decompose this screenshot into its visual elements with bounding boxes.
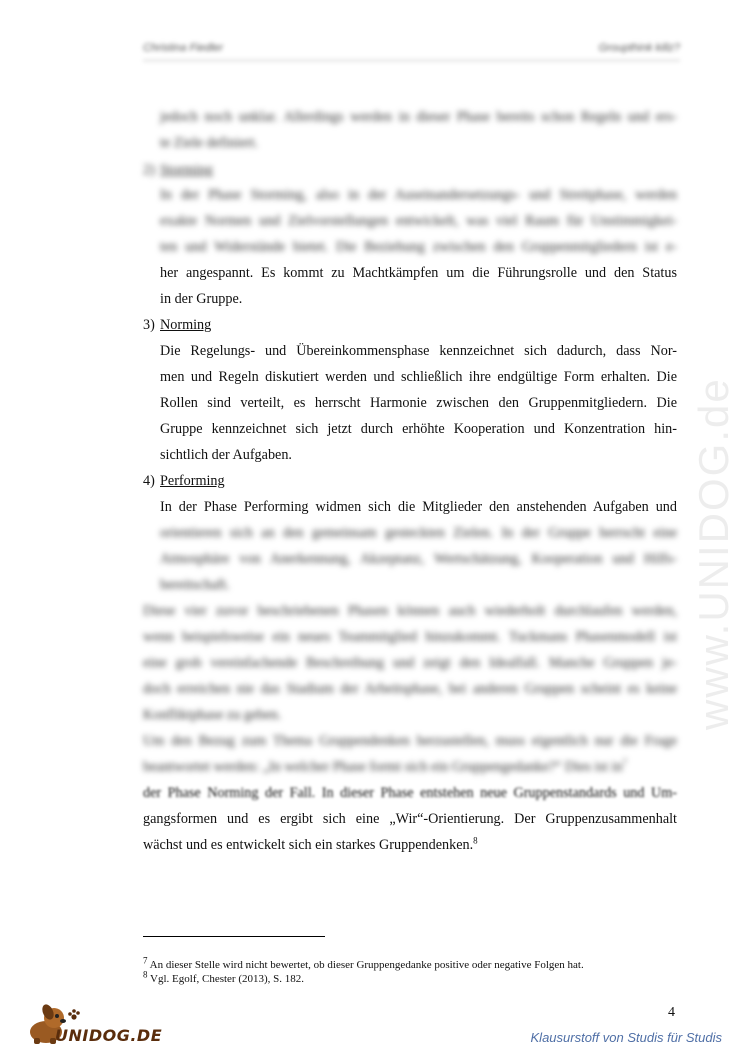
norming-line-1: Die Regelungs- und Übereinkommensphase kennzeichnet sich dadurch, dass Nor- [160, 343, 677, 359]
storming-blur-2: exakte Normen und Zielvorstellungen entwickelt, was viel Raum für Unstimmigkei- [160, 213, 677, 229]
storming-blur-3: ten und Widerstände bietet. Die Beziehung zwischen den Gruppenmitgliedern ist e- [160, 239, 677, 255]
norming-number: 3) [143, 317, 155, 333]
performing-number: 4) [143, 473, 155, 489]
footnote-7 [143, 955, 584, 972]
para2-line-1: Um den Bezug zum Thema Gruppendenken herzustellen, muss eigentlich nur die Frage [143, 733, 677, 749]
para1-line-1: Diese vier zuvor beschriebenen Phasen können auch wiederholt durchlaufen werden, [143, 603, 677, 619]
storming-blur-1: In der Phase Storming, also in der Auseinandersetzungs- und Streitphase, werden [160, 187, 677, 203]
page-header [143, 42, 680, 61]
partial-line: der Phase Norming der Fall. In dieser Phase entstehen neue Gruppenstandards und Um- [143, 785, 677, 801]
header-author: Christina Fiedler [143, 42, 224, 54]
closing-line-2-text: wächst und es entwickelt sich ein starkes Gruppendenken. [143, 837, 474, 853]
norming-title: Norming [160, 317, 212, 333]
performing-line-1: In der Phase Performing widmen sich die Mitglieder den anstehenden Aufgaben und [160, 499, 677, 515]
norming-line-2: men und Regeln diskutiert werden und schließlich ihre endgültige Form erhalten. Die [160, 369, 677, 385]
footnote-8 [143, 969, 305, 986]
closing-line-1: gangsformen und es ergibt sich eine „Wir“-Orientierung. Der Gruppenzusammenhalt [143, 811, 677, 827]
footnote-7-text: An dieser Stelle wird nicht bewertet, ob dieser Gruppengedanke positive oder negative Folgen hat. [147, 959, 584, 971]
footnote-ref-7: 7 [622, 757, 627, 768]
norming-line-3: Rollen sind verteilt, es herrscht Harmonie zwischen den Gruppenmitgliedern. Die [160, 395, 677, 411]
norming-line-5: sichtlich der Aufgaben. [160, 447, 292, 463]
closing-line-2 [143, 832, 677, 858]
footnote-divider [143, 936, 325, 937]
para1-line-5: Konfliktphase zu geben. [143, 707, 282, 723]
intro-line-1: jedoch noch unklar. Allerdings werden in dieser Phase bereits schon Regeln und ers- [160, 109, 677, 125]
storming-number: 2) [143, 162, 155, 178]
watermark: www.UNIDOG.de [690, 377, 737, 730]
para2-line-2-text: beantwortet werden: „In welcher Phase formt sich ein Gruppengedanke?“ Dies ist in [143, 759, 623, 775]
performing-blur-2: Atmosphäre von Anerkennung, Akzeptanz, Wertschätzung, Kooperation und Hilfs- [160, 551, 677, 567]
para1-line-4: doch erreichen nie das Stadium der Arbeitsphase, bei anderen Gruppen scheint es keine [143, 681, 677, 697]
norming-line-4: Gruppe kennzeichnet sich jetzt durch erhöhte Kooperation und Konzentration hin- [160, 421, 677, 437]
para1-line-2: wenn beispielsweise ein neues Teammitglied hinzukommt. Tuckmans Phasenmodell ist [143, 629, 677, 645]
footnote-7-number: 7 [143, 955, 148, 966]
footnote-8-number: 8 [143, 969, 148, 980]
storming-line-1: her angespannt. Es kommt zu Machtkämpfen um die Führungsrolle und den Status [160, 265, 677, 281]
header-title: Groupthink killz? [598, 42, 680, 54]
footnote-ref-8: 8 [473, 835, 478, 846]
logo-text: UNIDOG.DE [55, 1026, 163, 1045]
para1-line-3: eine grob vereinfachende Beschreibung und zeigt den Idealfall. Manche Gruppen je- [143, 655, 677, 671]
page-number: 4 [668, 1005, 675, 1020]
intro-line-2: te Ziele definiert. [160, 135, 259, 151]
performing-blur-3: bereitschaft. [160, 577, 230, 593]
performing-blur-1: orientieren sich an den gemeinsam gesteckten Zielen. In der Gruppe herrscht eine [160, 525, 677, 541]
storming-title: Storming [160, 162, 213, 178]
tagline: Klausurstoff von Studis für Studis [530, 1030, 722, 1045]
performing-title: Performing [160, 473, 225, 489]
footnote-8-text: Vgl. Egolf, Chester (2013), S. 182. [147, 973, 305, 985]
storming-line-2: in der Gruppe. [160, 291, 243, 307]
para2-line-2 [143, 754, 677, 780]
